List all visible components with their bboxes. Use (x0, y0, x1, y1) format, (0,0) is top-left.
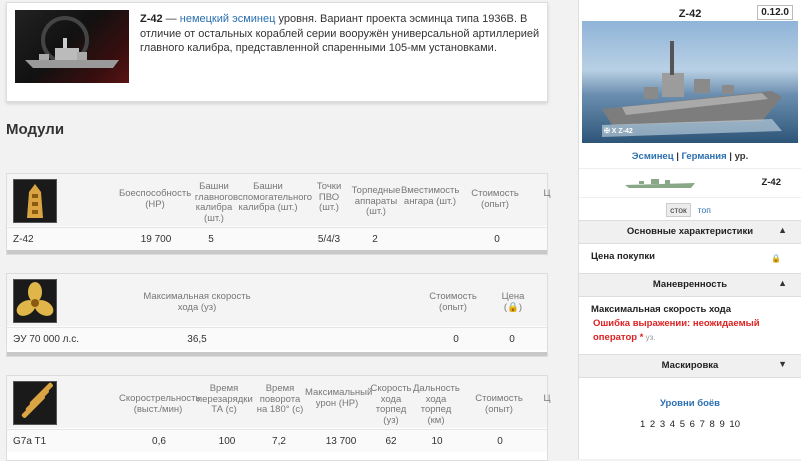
col-main-turrets: Башни главного калибра (шт.) (194, 181, 234, 224)
hull-scrollbar[interactable] (7, 250, 547, 254)
tier-item: 1 (639, 419, 646, 430)
tier-item: 3 (659, 419, 666, 430)
engine-speed: 36,5 (187, 334, 207, 345)
chevron-down-icon: ▼ (778, 359, 787, 369)
torpedo-damage: 13 700 (325, 436, 357, 447)
expression-error (593, 317, 760, 345)
class-link[interactable]: Эсминец (631, 151, 674, 162)
col-reload: Время перезарядки ТА (с) (197, 383, 253, 415)
tier-item: 4 (669, 419, 676, 430)
tier-item: 8 (709, 419, 715, 430)
col-max-damage: Максимальный урон (HP) (305, 387, 373, 409)
config-tabs (579, 203, 801, 217)
chevron-up-icon: ▲ (778, 225, 787, 235)
tier-item: 7 (699, 419, 705, 430)
col-torpedo-cost: Стоимость (опыт) (475, 393, 523, 415)
engine-module-header (7, 274, 547, 326)
hull-aa: 5/4/3 (317, 234, 341, 245)
silhouette-row (579, 168, 801, 198)
hull-hp: 19 700 (140, 234, 172, 245)
ship-thumbnail (15, 10, 129, 83)
main-characteristics-header[interactable] (579, 220, 801, 244)
col-hp: Боеспособность (HP) (119, 188, 192, 210)
engine-name: ЭУ 70 000 л.с. (13, 334, 80, 345)
hull-row (7, 227, 547, 250)
ship-silhouette-icon (625, 177, 695, 189)
tab-stock[interactable]: сток (666, 203, 691, 217)
camouflage-header[interactable] (579, 354, 801, 378)
col-engine-price: Цена (🔒) (501, 291, 525, 313)
max-speed-label: Максимальная скорость хода (591, 304, 731, 315)
ship-render-image (582, 21, 798, 143)
maneuverability-title: Маневренность (652, 279, 728, 290)
col-torpedo-range: Дальность хода торпед (км) (413, 383, 460, 426)
torpedo-rof: 0,6 (152, 436, 166, 447)
error-line-1: Ошибка выражении: неожидаемый (593, 318, 760, 329)
chevron-up-icon: ▲ (778, 278, 787, 288)
tier-item: 2 (649, 419, 656, 430)
col-price-cut: Ц (543, 188, 551, 199)
torpedo-row (7, 429, 547, 452)
col-torpedo-speed: Скорость хода торпед (уз) (370, 383, 412, 426)
lock-icon: 🔒 (771, 254, 781, 263)
torpedo-module (6, 375, 551, 461)
tier-item: 9 (719, 419, 725, 430)
tier-item: 6 (689, 419, 695, 430)
hull-torpedo-tubes: 2 (372, 234, 378, 245)
intro-ship-name: Z-42 (140, 13, 163, 25)
col-cost: Стоимость (опыт) (471, 188, 519, 210)
torpedo-traverse: 7,2 (272, 436, 286, 447)
purchase-price-label: Цена покупки (591, 251, 655, 262)
engine-scrollbar[interactable] (7, 352, 547, 356)
nation-link[interactable]: Германия (681, 151, 727, 162)
engine-row (7, 327, 547, 350)
main-characteristics-title: Основные характеристики (626, 226, 754, 237)
hull-module-header (7, 174, 551, 226)
hull-cost: 0 (494, 234, 500, 245)
propeller-icon (13, 279, 57, 323)
intro-dash: — (162, 13, 180, 25)
battle-tiers-title: Уровни боёв (659, 398, 720, 409)
torpedo-cost: 0 (497, 436, 503, 447)
torpedo-range: 10 (431, 436, 443, 447)
version-badge: 0.12.0 (757, 5, 793, 20)
torpedo-reload: 100 (218, 436, 236, 447)
col-max-speed: Максимальная скорость хода (уз) (143, 291, 251, 313)
error-unit: уз. (643, 333, 656, 342)
col-engine-cost: Стоимость (опыт) (429, 291, 477, 313)
torpedo-name: G7a T1 (13, 436, 47, 447)
battle-tiers-list (579, 419, 801, 430)
ship-infobox (578, 0, 801, 459)
tab-top[interactable]: топ (697, 205, 711, 215)
torpedo-speed: 62 (385, 436, 397, 447)
error-line-2: оператор * (593, 332, 644, 343)
col-rate-of-fire: Скорострельность (выст./мин) (119, 393, 201, 415)
engine-module (6, 273, 548, 357)
hull-main-turrets: 5 (208, 234, 214, 245)
tier-item: 5 (679, 419, 686, 430)
infobox-title: Z-42 (678, 8, 702, 20)
camouflage-title: Маскировка (661, 360, 719, 371)
engine-price: 0 (509, 334, 515, 345)
tier-item: 10 (729, 419, 740, 430)
ship-class-line (579, 151, 801, 162)
hull-name: Z-42 (13, 234, 34, 245)
col-aa: Точки ПВО (шт.) (316, 181, 342, 213)
intro-card (6, 2, 548, 102)
class-separator: | (673, 151, 682, 162)
maneuverability-header[interactable] (579, 273, 801, 297)
torpedo-icon (13, 381, 57, 425)
modules-heading: Модули (6, 121, 65, 138)
hull-module (6, 173, 551, 255)
engine-cost: 0 (453, 334, 459, 345)
intro-body: уровня. Вариант проекта эсминца типа 1936B. В отличие от остальных кораблей серии вооружён универсальной артиллерией главного калибра, представленной спаренными 105-мм установками. (140, 13, 540, 54)
col-secondary-turrets: Башни вспомогательного калибра (шт.) (233, 181, 313, 213)
col-torpedo-tubes: Торпедные аппараты (шт.) (351, 185, 401, 217)
col-traverse: Время поворота на 180° (с) (256, 383, 304, 415)
ship-image-caption: ✠ X Z-42 (604, 128, 633, 135)
torpedo-module-header (7, 376, 551, 428)
tier-suffix: | ур. (726, 151, 749, 162)
intro-description (140, 12, 540, 56)
col-torpedo-price-cut: Ц (543, 393, 551, 404)
destroyer-link[interactable]: немецкий эсминец (179, 13, 276, 25)
silhouette-ship-name: Z-42 (761, 177, 781, 188)
col-hangar: Вместимость ангара (шт.) (401, 185, 460, 207)
hull-icon (13, 179, 57, 223)
